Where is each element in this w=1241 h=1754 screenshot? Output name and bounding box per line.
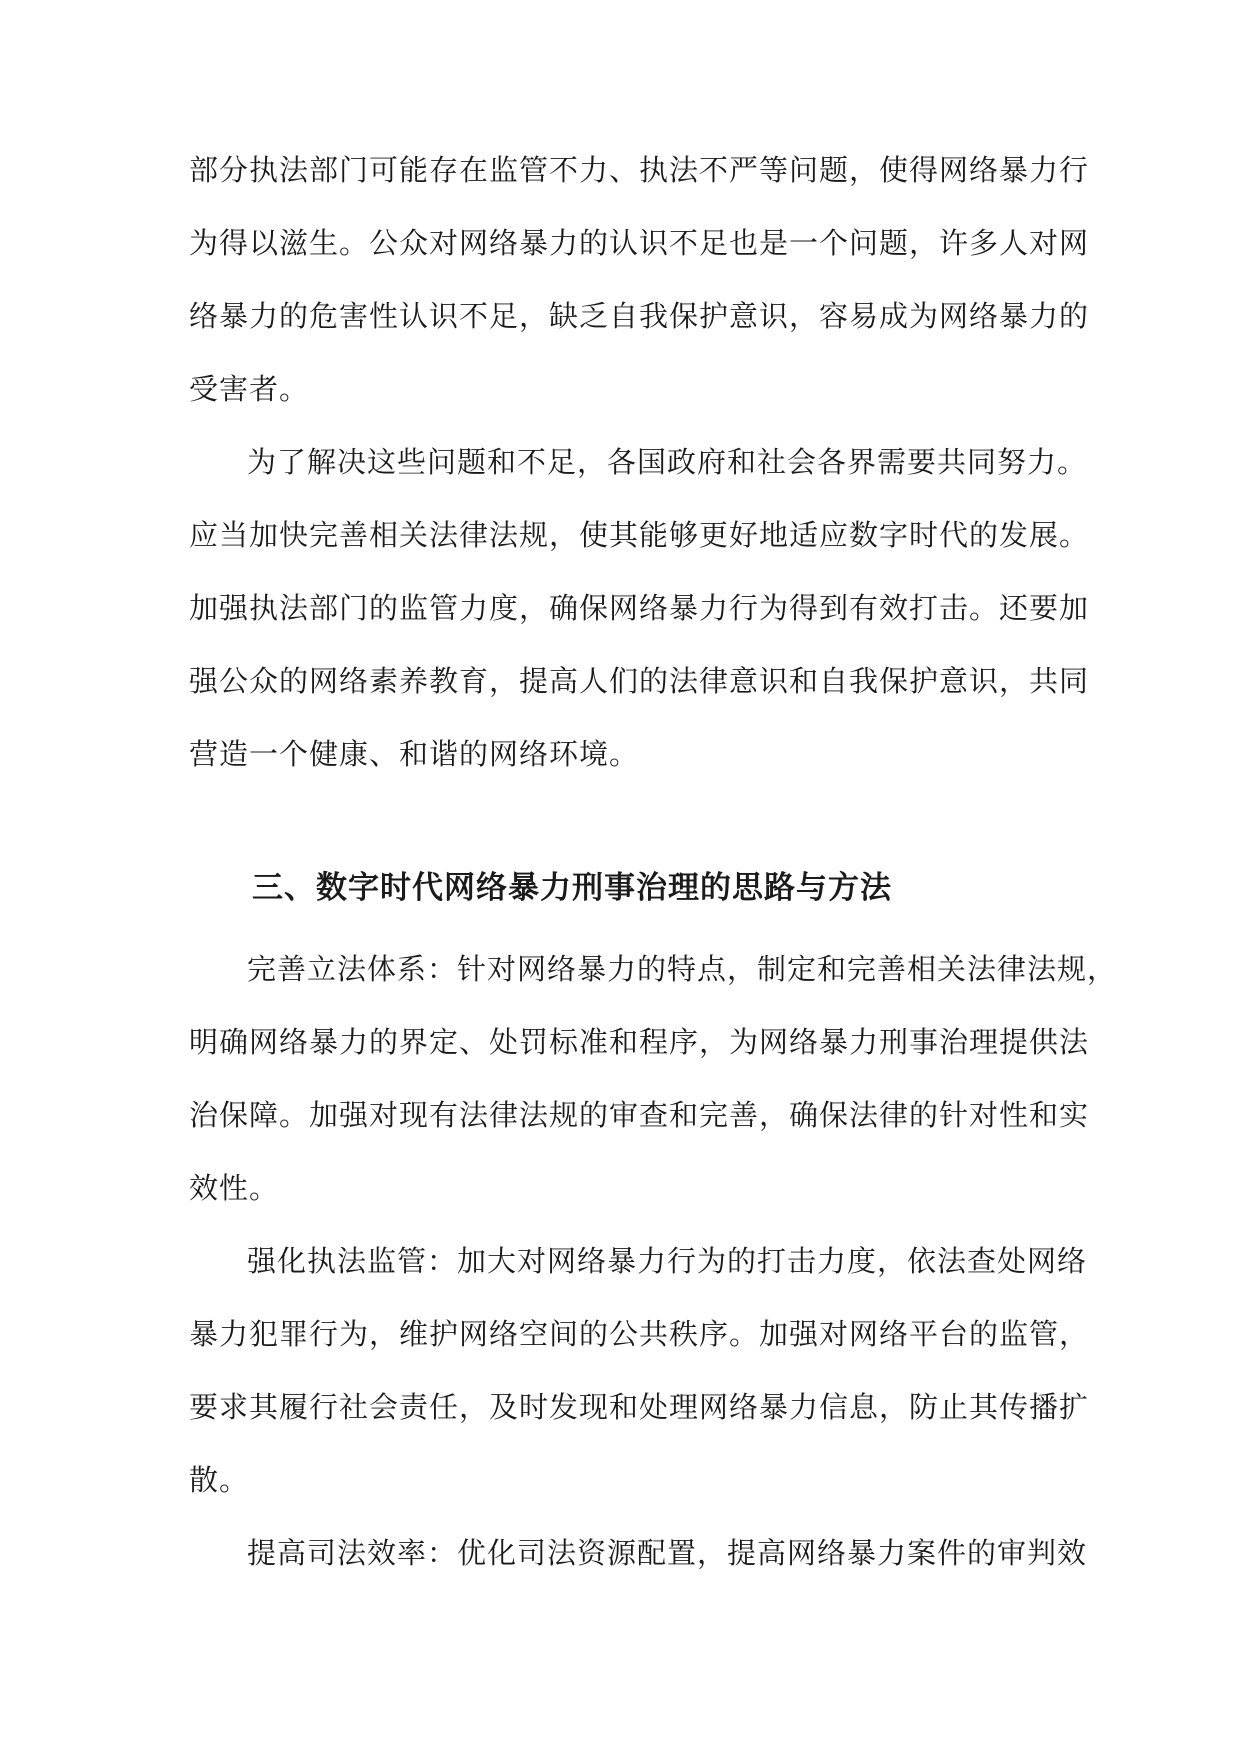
text-line: 散。 [189,1463,250,1497]
text-line: 应当加快完善相关法律法规，使其能够更好地适应数字时代的发展。 [189,518,1090,552]
text-line: 为得以滋生。公众对网络暴力的认识不足也是一个问题，许多人对网 [189,226,1090,260]
text-line: 效性。 [189,1171,280,1205]
text-line: 强公众的网络素养教育，提高人们的法律意识和自我保护意识，共同 [189,664,1090,698]
text-line: 加强执法部门的监管力度，确保网络暴力行为得到有效打击。还要加 [189,591,1090,625]
text-line: 要求其履行社会责任，及时发现和处理网络暴力信息，防止其传播扩 [189,1390,1090,1424]
text-line: 强化执法监管：加大对网络暴力行为的打击力度，依法查处网络 [247,1244,1088,1278]
text-line: 络暴力的危害性认识不足，缺乏自我保护意识，容易成为网络暴力的 [189,299,1090,333]
text-line: 营造一个健康、和谐的网络环境。 [189,737,640,771]
section-heading: 三、数字时代网络暴力刑事治理的思路与方法 [252,870,892,906]
text-line: 为了解决这些问题和不足，各国政府和社会各界需要共同努力。 [247,445,1088,479]
text-line: 明确网络暴力的界定、处罚标准和程序，为网络暴力刑事治理提供法 [189,1025,1090,1059]
text-line: 提高司法效率：优化司法资源配置，提高网络暴力案件的审判效 [247,1536,1088,1570]
text-line: 暴力犯罪行为，维护网络空间的公共秩序。加强对网络平台的监管， [189,1317,1090,1351]
text-line: 部分执法部门可能存在监管不力、执法不严等问题，使得网络暴力行 [189,153,1090,187]
text-line: 受害者。 [189,372,310,406]
text-line: 治保障。加强对现有法律法规的审查和完善，确保法律的针对性和实 [189,1098,1090,1132]
text-line: 完善立法体系：针对网络暴力的特点，制定和完善相关法律法规， [247,952,1118,986]
